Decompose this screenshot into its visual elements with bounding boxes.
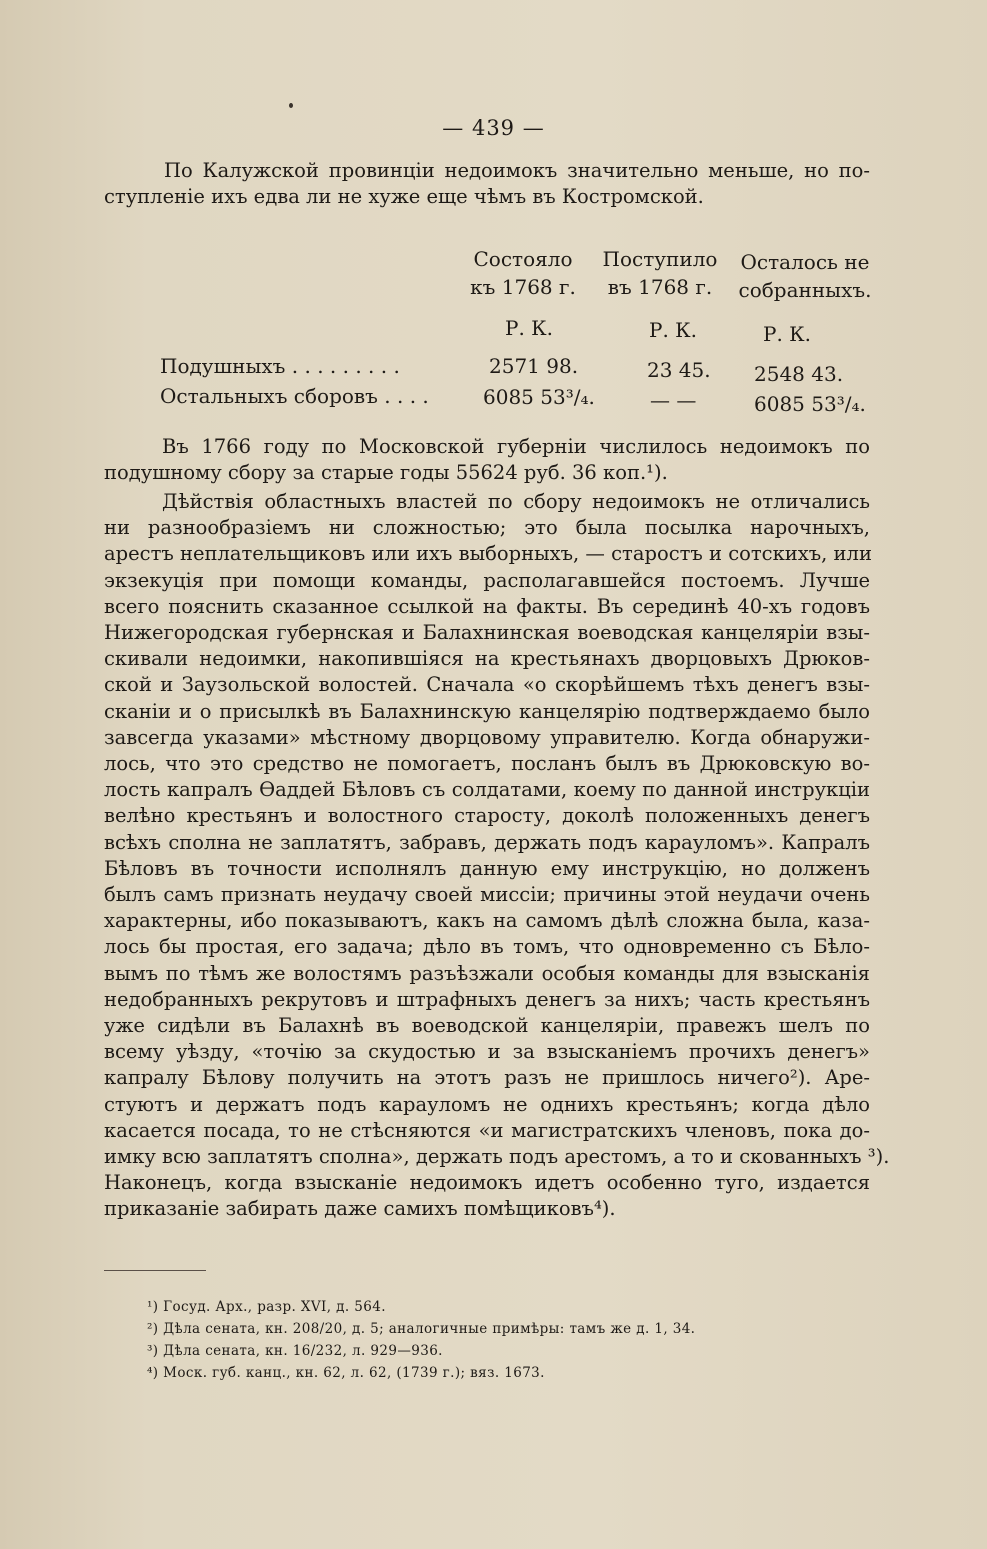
header-line: Состояло [473,247,573,271]
text-line: Бѣловъ въ точности исполнялъ данную ему инструкцію, но долженъ [104,856,870,880]
footnote-separator [104,1270,206,1271]
text-line: недобранныхъ рекрутовъ и штрафныхъ денегъ за нихъ; часть крестьянъ [104,987,870,1011]
text-line: приказаніе забирать даже самихъ помѣщиковъ⁴). [104,1197,616,1221]
text-line: Дѣйствія областныхъ властей по сбору недоимокъ не отличались [162,490,870,513]
header-line: Осталось не [740,250,870,274]
row-value: — — [650,388,697,412]
text-line: стуютъ и держатъ подъ карауломъ не однихъ крестьянъ; когда дѣло [104,1092,870,1116]
text-line: завсегда указами» мѣстному дворцовому управителю. Когда обнаружи- [104,725,870,749]
row-value: 6085 53³/₄. [483,385,595,409]
paragraph-moscow [104,434,870,486]
text-line: подушному сбору за старые годы 55624 руб. 36 коп.¹). [104,461,668,485]
text-line: ни разнообразіемъ ни сложностью; это была посылка нарочныхъ, [104,516,870,540]
text-line: всего пояснить сказанное ссылкой на факты. Въ серединѣ 40-хъ годовъ [104,594,870,618]
header-col-2 [598,245,722,301]
header-line: въ 1768 г. [607,275,713,299]
text-line: скивали недоимки, накопившіяся на крестьянахъ дворцовыхъ Дрюков- [104,647,870,671]
row-value: 2571 98. [489,354,579,378]
text-line: Наконецъ, когда взысканіе недоимокъ идетъ особенно туго, издается [104,1171,870,1195]
header-col-1 [458,245,588,301]
unit-label: Р. К. [763,322,812,346]
text-line: капралу Бѣлову получить на этотъ разъ не пришлось ничего²). Аре- [104,1066,870,1090]
text-line: былъ самъ признать неудачу своей миссіи; причины этой неудачи очень [104,883,870,907]
footnote-4: ⁴) Моск. губ. канц., кн. 62, л. 62, (1739 г.); вяз. 1673. [147,1365,545,1381]
text-line: всѣхъ сполна не заплатятъ, забравъ, держать подъ карауломъ». Капралъ [104,830,870,854]
text-line: экзекуція при помощи команды, располагавшейся постоемъ. Лучше [104,568,870,592]
text-line: лось бы простая, его задача; дѣло въ томъ, что одновременно съ Бѣло- [104,935,870,959]
row-value: 6085 53³/₄. [754,392,866,416]
row-value: 23 45. [647,358,711,382]
row-label: Остальныхъ сборовъ . . . . [160,384,429,408]
row-value: 2548 43. [754,362,844,386]
text-line: ступленіе ихъ едва ли не хуже еще чѣмъ въ Костромской. [104,185,704,209]
text-line: Нижегородская губернская и Балахнинская воеводская канцеляріи взы- [104,621,870,645]
text-line: Въ 1766 году по Московской губерніи числилось недоимокъ по [162,435,870,458]
text-line: характерны, ибо показываютъ, какъ на самомъ дѣлѣ сложна была, каза- [104,909,870,933]
arrears-table [0,0,987,430]
text-line: уже сидѣли въ Балахнѣ въ воеводской канцеляріи, правежъ шелъ по [104,1014,870,1038]
header-col-3 [737,248,873,304]
text-line: лось, что это средство не помогаетъ, посланъ былъ въ Дрюковскую во- [104,752,870,776]
text-line: По Калужской провинціи недоимокъ значительно меньше, но по- [164,159,870,182]
paragraph-main [104,489,890,1223]
row-label: Подушныхъ . . . . . . . . . [160,354,400,378]
unit-label: Р. К. [505,316,554,340]
header-line: къ 1768 г. [470,275,576,299]
page-number: — 439 — [442,116,545,140]
unit-label: Р. К. [649,318,698,342]
text-line: имку всю заплатятъ сполна», держать подъ арестомъ, а то и скованныхъ ³). [104,1145,890,1169]
text-line: касается посада, то не стѣсняются «и магистратскихъ членовъ, пока до- [104,1118,870,1142]
text-line: лость капралъ Ѳаддей Бѣловъ съ солдатами, коему по данной инструкціи [104,778,870,802]
footnote-3: ³) Дѣла сената, кн. 16/232, л. 929—936. [147,1343,443,1359]
footnote-1: ¹) Госуд. Арх., разр. XVI, д. 564. [147,1299,386,1315]
text-line: сканіи и о присылкѣ въ Балахнинскую канцелярію подтверждаемо было [104,699,870,723]
text-line: вымъ по тѣмъ же волостямъ разъѣзжали особыя команды для взысканія [104,961,870,985]
header-line: Поступило [602,247,718,271]
footnote-2: ²) Дѣла сената, кн. 208/20, д. 5; аналогичные примѣры: тамъ же д. 1, 34. [147,1321,696,1337]
text-line: арестъ неплательщиковъ или ихъ выборныхъ, — старостъ и сотскихъ, или [104,542,872,566]
text-line: всему уѣзду, «точію за скудостью и за взысканіемъ прочихъ денегъ» [104,1040,870,1064]
text-line: ской и Заузольской волостей. Сначала «о скорѣйшемъ тѣхъ денегъ взы- [104,673,870,697]
header-line: собранныхъ. [738,278,872,302]
text-line: велѣно крестьянъ и волостного старосту, доколѣ положенныхъ денегъ [104,804,870,828]
